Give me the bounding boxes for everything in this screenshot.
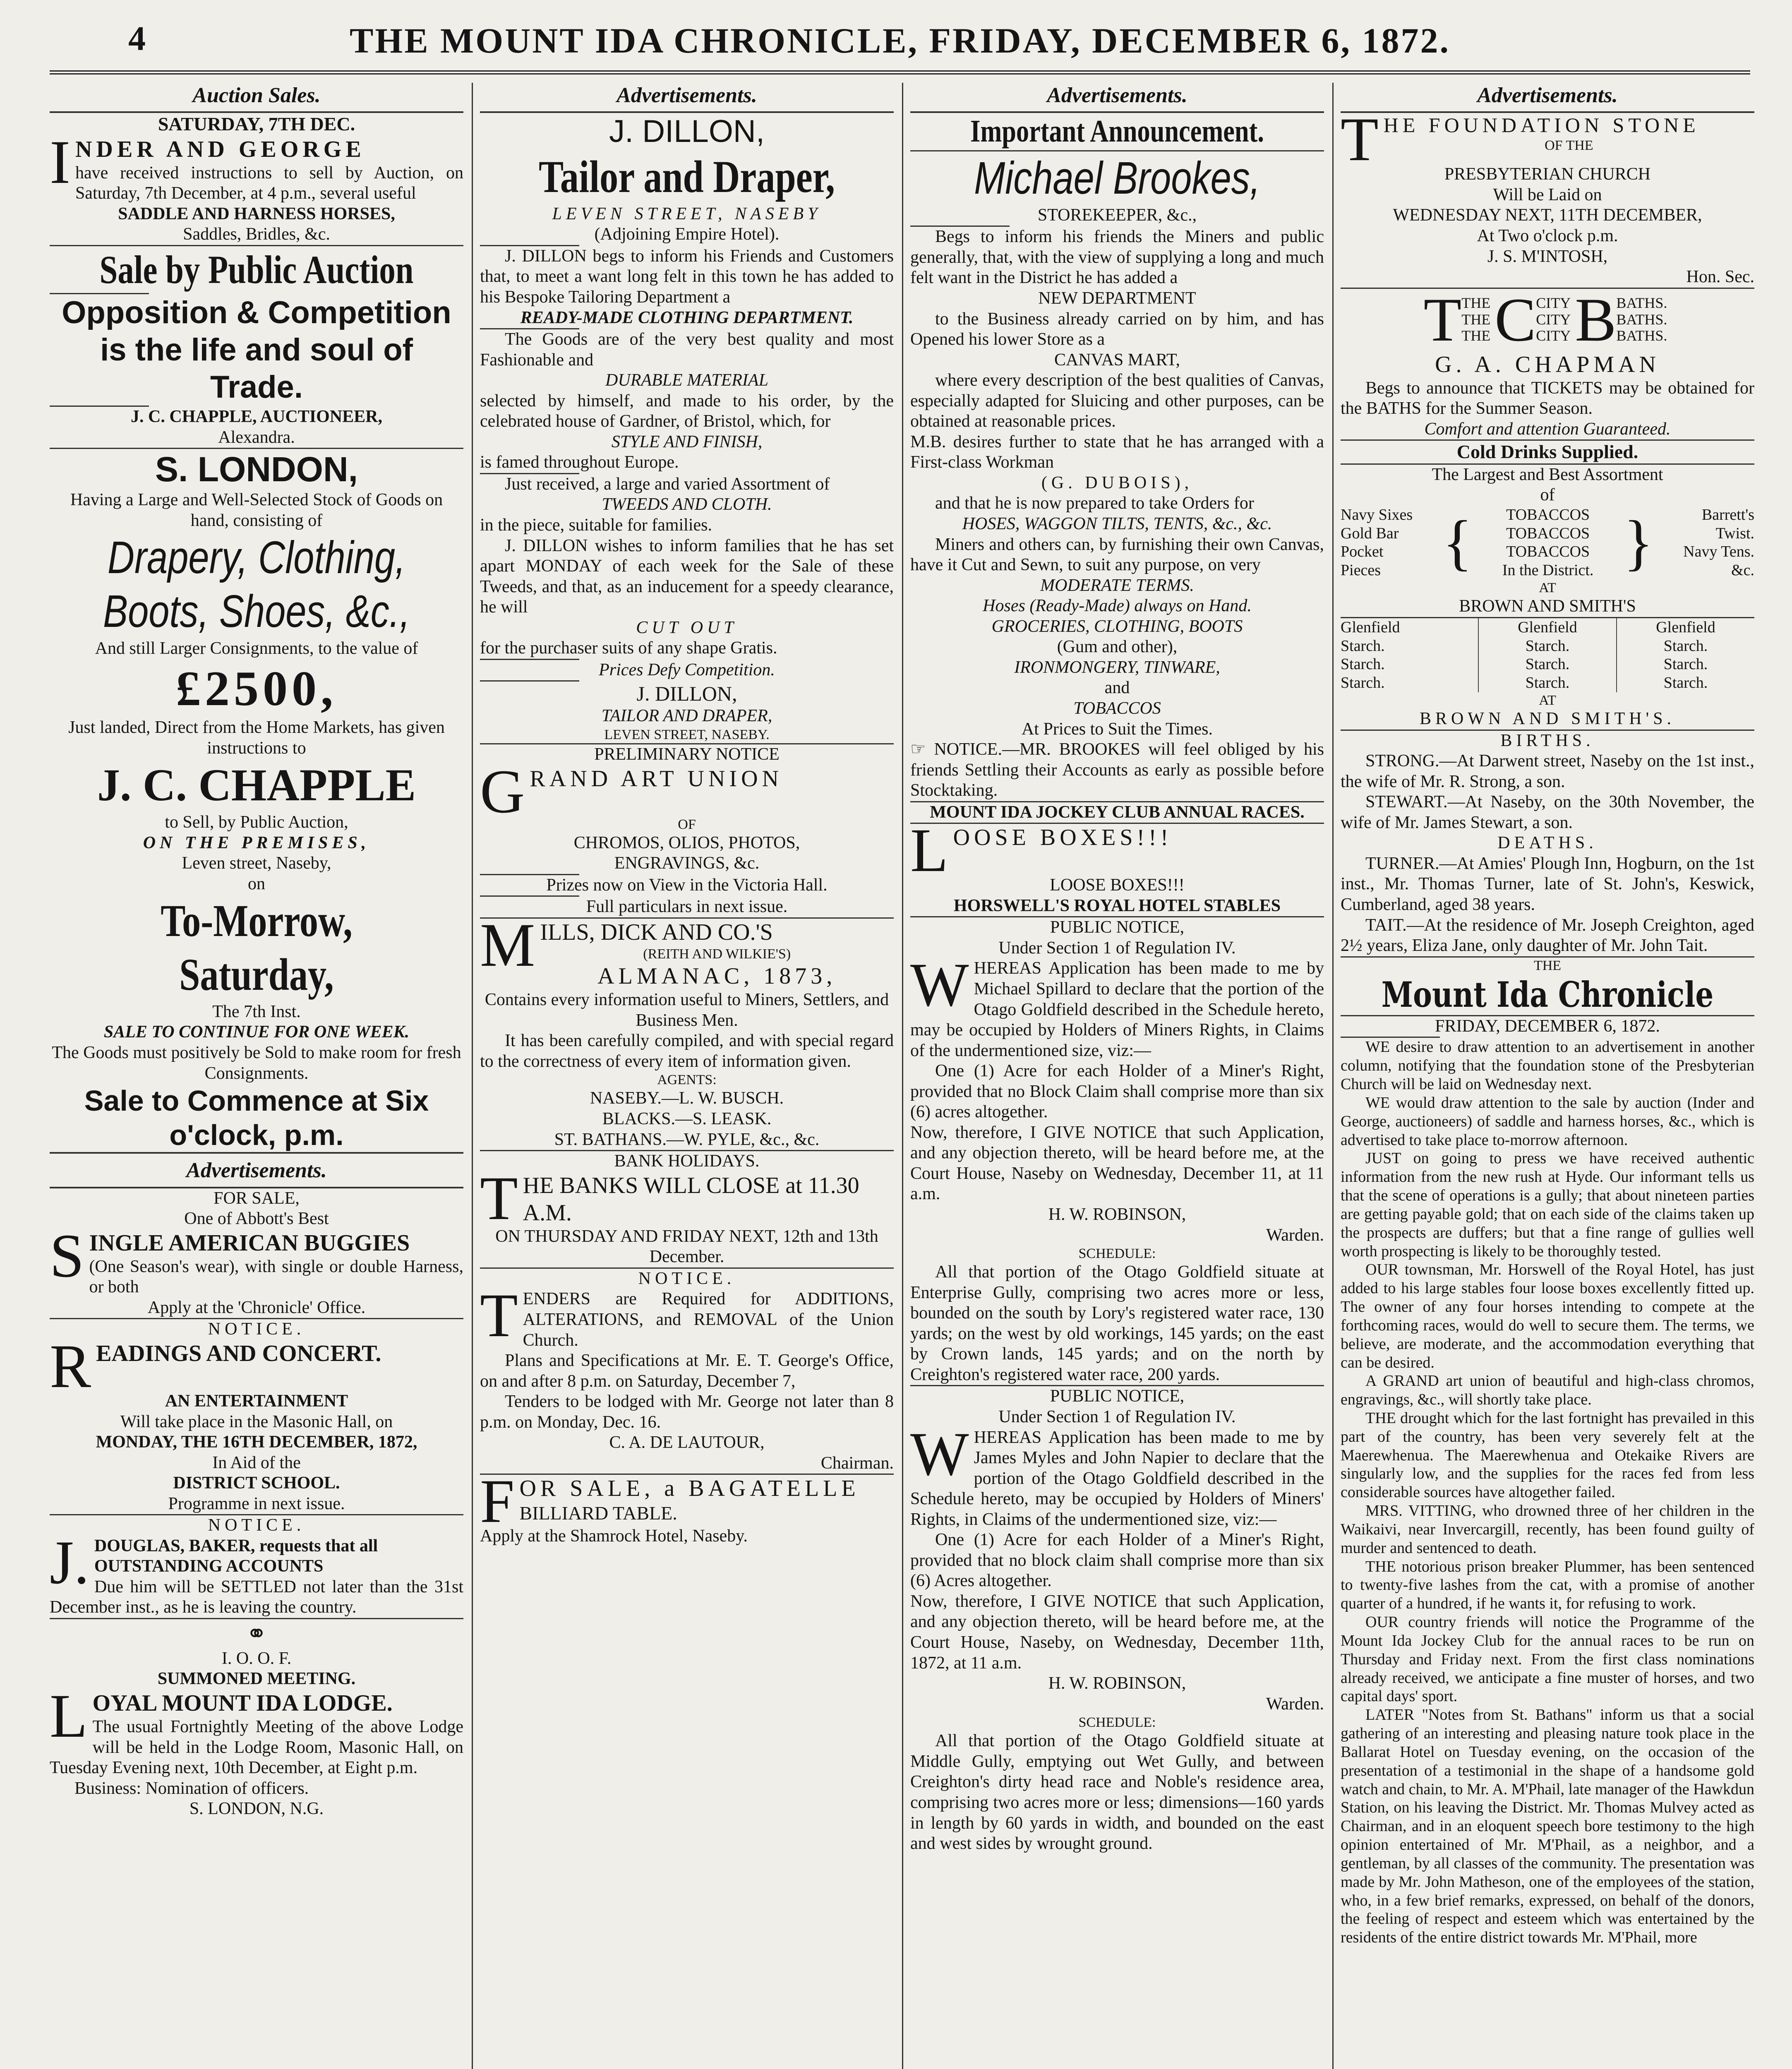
dillon-signature: J. DILLON, bbox=[636, 682, 737, 706]
mintosh-signature: J. S. M'INTOSH, bbox=[1487, 247, 1608, 266]
masonic-text: Will take place in the Masonic Hall, on bbox=[120, 1412, 393, 1431]
letter-t: T bbox=[1423, 285, 1462, 354]
groceries-text: GROCERIES, CLOTHING, BOOTS bbox=[991, 617, 1243, 636]
goods-text: The Goods must positively be Sold to make room for fresh Consignments. bbox=[52, 1043, 461, 1083]
canvas-mart: CANVAS MART, bbox=[1054, 350, 1180, 370]
sale-heading: Sale by Public Auction bbox=[99, 247, 414, 292]
drapery-line: Drapery, Clothing, bbox=[107, 532, 406, 583]
ofthe-text: OF THE bbox=[1545, 138, 1593, 154]
presbyterian-text: PRESBYTERIAN CHURCH bbox=[1444, 165, 1651, 184]
dillon-p7: J. DILLON wishes to inform families that he has set apart MONDAY of each week for the Sale of these Tweeds, and that, as an inducement for a speedy clearance, he will bbox=[480, 536, 894, 617]
column-rule bbox=[902, 83, 903, 2069]
new-dept: NEW DEPARTMENT bbox=[1038, 289, 1196, 308]
brookes-heading: Michael Brookes, bbox=[974, 153, 1260, 204]
premises-text: ON THE PREMISES, bbox=[143, 833, 370, 852]
brace-left-icon: { bbox=[1442, 508, 1473, 577]
schedule-body: All that portion of the Otago Goldfield situate at Middle Gully, emptying out Wet Gully, and between Creighton's dirty head race and Noble's residence area, comprising two acres more or less; dimensions—160 yards in length by 60 yards in width, and bounded on the east and west sides by wrought ground. bbox=[910, 1731, 1324, 1853]
chairman-text: Chairman. bbox=[820, 1453, 894, 1473]
section-text: Under Section 1 of Regulation IV. bbox=[998, 938, 1236, 958]
birth-entry: STEWART.—At Naseby, on the 30th November, the wife of Mr. James Stewart, a son. bbox=[1341, 792, 1754, 832]
art-union-ad bbox=[480, 765, 894, 816]
plans-text: Plans and Specifications at Mr. E. T. George's Office, on and after 8 p.m. on Saturday, December 7, bbox=[480, 1351, 894, 1391]
chapman-body: Begs to announce that TICKETS may be obtained for the BATHS for the Summer Season. bbox=[1341, 378, 1754, 418]
tobacco-left: Navy Sixes Gold Bar Pocket Pieces bbox=[1341, 506, 1413, 579]
chronicle-nameplate: Mount Ida Chronicle bbox=[1381, 974, 1714, 1015]
masthead bbox=[50, 8, 1750, 74]
ad-title: OOSE BOXES!!! bbox=[953, 825, 1173, 851]
preliminary-text: PRELIMINARY NOTICE bbox=[594, 745, 780, 764]
readings-ad bbox=[50, 1340, 463, 1391]
brown-smith: BROWN AND SMITH'S bbox=[1459, 597, 1636, 616]
ad-subtitle: (REITH AND WILKIE'S) bbox=[643, 946, 791, 962]
almanac-compiled: It has been carefully compiled, and with special regard to the correctness of every item of information given. bbox=[480, 1031, 894, 1071]
tenders-ad bbox=[480, 1289, 894, 1351]
at-text: AT bbox=[1539, 580, 1556, 596]
drop-cap: G bbox=[480, 765, 525, 816]
tobacco-right: Barrett's Twist. Navy Tens. &c. bbox=[1683, 506, 1754, 579]
dillon-p8: for the purchaser suits of any shape Gratis. bbox=[480, 638, 777, 658]
dillon-p4: is famed throughout Europe. bbox=[480, 453, 679, 472]
column-3 bbox=[910, 83, 1324, 2069]
public-notice: PUBLIC NOTICE, bbox=[1050, 918, 1185, 937]
comfort-text: Comfort and attention Guaranteed. bbox=[1424, 419, 1671, 439]
adjoining-text: (Adjoining Empire Hotel). bbox=[594, 225, 780, 244]
brookes-notice: ☞ NOTICE.—MR. BROOKES will feel obliged by his friends Settling their Accounts as early as possible before Stocktaking. bbox=[910, 740, 1324, 800]
jockey-heading: MOUNT IDA JOCKEY CLUB ANNUAL RACES. bbox=[930, 802, 1305, 822]
brown-smith: BROWN AND SMITH'S. bbox=[1419, 709, 1676, 729]
notice-body: HEREAS Application has been made to me by Michael Spillard to declare that the portion of the Otago Goldfield described in the Schedule hereto, may be occupied by Holders of Miners Rights, in Claims of the undermentioned size, viz:— bbox=[910, 959, 1324, 1060]
notice-body: One (1) Acre for each Holder of a Miner's Right, provided that no Block Claim shall comprise more than six (6) acres altogether. bbox=[910, 1061, 1324, 1122]
business-text: Business: Nomination of officers. bbox=[74, 1779, 309, 1798]
tailor-heading: Tailor and Draper, bbox=[539, 151, 835, 202]
of-text: of bbox=[1540, 485, 1555, 505]
lodged-text: Tenders to be lodged with Mr. George not later than 8 p.m. on Monday, Dec. 16. bbox=[480, 1392, 894, 1432]
continue-text: SALE TO CONTINUE FOR ONE WEEK. bbox=[103, 1022, 410, 1042]
public-notice: PUBLIC NOTICE, bbox=[1050, 1387, 1185, 1406]
brookes-p5: and that he is now prepared to take Orders for bbox=[935, 494, 1254, 513]
newspaper-title: THE MOUNT IDA CHRONICLE, FRIDAY, DECEMBER 6, 1872. bbox=[349, 21, 1451, 60]
loyal-lodge-ad bbox=[50, 1690, 463, 1779]
starch-table: Glenfield Starch. Starch. Starch. Glenfield Starch. Starch. Starch. Glenfield Starch. Starch. Starch. bbox=[1341, 618, 1754, 692]
leven-text: Leven street, Naseby, bbox=[182, 854, 331, 873]
news-paragraph: A GRAND art union of beautiful and high-class chromos, engravings, &c., will shortly take place. bbox=[1341, 1372, 1754, 1409]
brookes-p3: where every description of the best qualities of Canvas, especially adapted for Sluicing and other purposes, can be obtained at reasonable prices. bbox=[910, 371, 1324, 431]
buggies-ad bbox=[50, 1229, 463, 1298]
london-heading: S. LONDON, bbox=[155, 450, 358, 489]
brookes-p4: M.B. desires further to state that he has arranged with a First-class Workman bbox=[910, 432, 1324, 472]
programme-text: Programme in next issue. bbox=[168, 1494, 345, 1513]
dillon-p5: Just received, a large and varied Assortment of bbox=[505, 474, 830, 494]
engravings-text: ENGRAVINGS, &c. bbox=[614, 854, 760, 873]
bagatelle-ad bbox=[480, 1475, 894, 1526]
prices-text: At Prices to Suit the Times. bbox=[1021, 719, 1213, 739]
almanac-ad bbox=[480, 919, 894, 990]
horswell-text: HORSWELL'S ROYAL HOTEL STABLES bbox=[953, 896, 1281, 915]
abbott-text: One of Abbott's Best bbox=[184, 1209, 329, 1229]
the-text: THE bbox=[1533, 958, 1562, 973]
news-paragraph: THE drought which for the last fortnight has prevailed in this part of the country, has been very severely felt at the Maerewhenua. The Maerewhenua and Otekaike Rivers are singularly low, and the supplies for the races fed from less considerable sources have altogether failed. bbox=[1341, 1409, 1754, 1501]
robinson-signature: H. W. ROBINSON, bbox=[1048, 1205, 1186, 1224]
ad-title: NDER AND GEORGE bbox=[75, 136, 365, 162]
brookes-p1: Begs to inform his friends the Miners and public generally, that, with the view of supplying a long and much felt want in the District he has added a bbox=[910, 227, 1324, 288]
consignments-text: And still Larger Consignments, to the value of bbox=[95, 639, 418, 658]
warden-text: Warden. bbox=[1266, 1694, 1324, 1714]
ad-items: Saddles, Bridles, &c. bbox=[183, 225, 330, 244]
news-paragraph: THE notorious prison breaker Plummer, has been sentenced to twenty-five lashes from the cat, with a promise of another quarter of a hundred, if he wants it, for refusing to work. bbox=[1341, 1558, 1754, 1613]
notice-body: One (1) Acre for each Holder of a Miner's Right, provided that no block claim shall comprise more than six (6) Acres altogether. bbox=[910, 1530, 1324, 1591]
spillard-notice bbox=[910, 958, 1324, 1061]
dillon-p1: J. DILLON begs to inform his Friends and Customers that, to meet a want long felt in this town he has added to his Bespoke Tailoring Department a bbox=[480, 246, 894, 307]
banks-ad bbox=[480, 1172, 894, 1227]
ad-title: RAND ART UNION bbox=[530, 766, 783, 792]
notice-heading: NOTICE. bbox=[208, 1320, 305, 1339]
gum-text: (Gum and other), bbox=[1057, 637, 1178, 657]
section-heading: Advertisements. bbox=[480, 83, 894, 113]
ioof-text: I. O. O. F. bbox=[221, 1649, 292, 1668]
drop-cap: T bbox=[480, 1289, 518, 1350]
almanac-title: ALMANAC, 1873, bbox=[597, 963, 837, 989]
news-paragraph: JUST on going to press we have received authentic information from the new rush at Hyde. Our informant tells us that the scene of operations is a gully; that about nineteen parties are getting payable gold; that on each side of the claims taken up the prospects are duffers; but that a fine range of gullies well worth prospecting is likely to be thoroughly tested. bbox=[1341, 1150, 1754, 1260]
drop-cap: M bbox=[480, 918, 535, 979]
myles-notice bbox=[910, 1428, 1324, 1530]
inder-george-ad bbox=[50, 136, 463, 245]
dubois-text: (G. DUBOIS), bbox=[1041, 473, 1193, 492]
dillon-p2: The Goods are of the very best quality and most Fashionable and bbox=[480, 330, 894, 370]
douglas-ad bbox=[50, 1536, 463, 1618]
notice-heading: NOTICE. bbox=[208, 1516, 305, 1535]
column-2 bbox=[480, 83, 894, 2069]
laid-text: Will be Laid on bbox=[1493, 185, 1602, 204]
column-4 bbox=[1341, 83, 1754, 2069]
ad-title: HE BANKS WILL CLOSE at 11.30 A.M. bbox=[523, 1172, 859, 1226]
boots-line: Boots, Shoes, &c., bbox=[103, 586, 410, 637]
ad-body: (One Season's wear), with single or double Harness, or both bbox=[89, 1257, 463, 1297]
chapple-heading: J. C. CHAPPLE bbox=[97, 760, 416, 811]
leven-street: LEVEN STREET, NASEBY bbox=[552, 204, 822, 223]
aid-text: In Aid of the bbox=[212, 1453, 301, 1472]
dillon-signature: LEVEN STREET, NASEBY. bbox=[604, 727, 770, 742]
tobaccos-text: TOBACCOS bbox=[1073, 698, 1161, 718]
news-paragraph: MRS. VITTING, who drowned three of her children in the Waikaivi, near Invercargill, recently, has been found guilty of murder and sentenced to death. bbox=[1341, 1502, 1754, 1557]
dillon-signature: TAILOR AND DRAPER, bbox=[601, 706, 772, 726]
drop-cap: J. bbox=[50, 1536, 89, 1597]
readymade-text: READY-MADE CLOTHING DEPARTMENT. bbox=[520, 308, 854, 327]
ad-body: Due him will be SETTLED not later than the 31st December inst., as he is leaving the country. bbox=[50, 1577, 463, 1617]
at-text: AT bbox=[1539, 693, 1556, 708]
drop-cap: T bbox=[1341, 113, 1379, 165]
death-entry: TAIT.—At the residence of Mr. Joseph Creighton, aged 2½ years, Eliza Jane, only daughter of Mr. John Tait. bbox=[1341, 915, 1754, 955]
drop-cap: L bbox=[910, 824, 948, 876]
brace-right-icon: } bbox=[1623, 508, 1653, 577]
important-heading: Important Announcement. bbox=[970, 114, 1264, 149]
hon-text: Hon. Sec. bbox=[1686, 267, 1754, 287]
death-entry: TURNER.—At Amies' Plough Inn, Hogburn, on the 1st inst., Mr. Thomas Turner, late of St. John's, Keswick, Cumberland, aged 38 years. bbox=[1341, 854, 1754, 914]
births-heading: BIRTHS. bbox=[1500, 731, 1595, 750]
banks-thursday: ON THURSDAY AND FRIDAY NEXT, 12th and 13th December. bbox=[495, 1227, 878, 1267]
auctioneer-signature: J. C. CHAPPLE, AUCTIONEER, bbox=[131, 407, 382, 427]
schedule-heading: SCHEDULE: bbox=[1078, 1715, 1156, 1731]
drop-cap: R bbox=[50, 1339, 91, 1391]
drop-cap: L bbox=[50, 1689, 88, 1750]
loose-boxes-line: LOOSE BOXES!!! bbox=[1050, 876, 1185, 895]
sell-text: to Sell, by Public Auction, bbox=[165, 813, 348, 832]
lodge-emblem-icon: ⚭ bbox=[246, 1620, 267, 1647]
ad-title: OR SALE, a BAGATELLE bbox=[519, 1476, 860, 1502]
cutout-text: CUT OUT bbox=[636, 618, 738, 637]
news-paragraph: WE would draw attention to the sale by auction (Inder and George, auctioneers) of saddle and harness horses, &c., which is advertised to take place to-morrow afternoon. bbox=[1341, 1094, 1754, 1149]
tobacco-middle: TOBACCOS TOBACCOS TOBACCOS In the District. bbox=[1502, 506, 1594, 579]
ad-subtitle: BILLIARD TABLE. bbox=[519, 1503, 677, 1524]
drop-cap: W bbox=[910, 958, 969, 1020]
amount: £2500, bbox=[176, 660, 337, 716]
chromos-text: CHROMOS, OLIOS, PHOTOS, bbox=[573, 833, 800, 852]
commence-heading: Sale to Commence at Six o'clock, p.m. bbox=[84, 1085, 429, 1151]
drop-cap: I bbox=[50, 135, 70, 197]
storekeeper-text: STOREKEEPER, &c., bbox=[1037, 205, 1197, 225]
agents-heading: AGENTS: bbox=[657, 1072, 717, 1088]
column-rule bbox=[1332, 83, 1334, 2069]
dillon-name: J. DILLON, bbox=[609, 114, 765, 149]
agent-line: BLACKS.—S. LEASK. bbox=[602, 1109, 772, 1129]
news-paragraph: OUR country friends will notice the Programme of the Mount Ida Jockey Club for the annual races to be run on Thursday and Friday next. From the first class nominations already received, we anticipate a fine muster of horses, and two capital days' sport. bbox=[1341, 1613, 1754, 1705]
agent-line: NASEBY.—L. W. BUSCH. bbox=[590, 1089, 784, 1108]
forsale-text: FOR SALE, bbox=[214, 1188, 300, 1208]
deaths-heading: DEATHS. bbox=[1497, 833, 1598, 853]
ad-body: The usual Fortnightly Meeting of the above Lodge will be held in the Lodge Room, Masonic Hall, on Tuesday Evening next, 10th December, at Eight p.m. bbox=[50, 1717, 463, 1778]
auctioneer-location: Alexandra. bbox=[218, 427, 295, 447]
robinson-signature: H. W. ROBINSON, bbox=[1048, 1674, 1186, 1693]
ad-title: ILLS, DICK AND CO.'S bbox=[540, 919, 773, 945]
letter-b: B bbox=[1575, 285, 1617, 354]
section-heading: Advertisements. bbox=[1341, 83, 1754, 113]
drop-cap: T bbox=[480, 1171, 518, 1227]
section-heading: Advertisements. bbox=[50, 1152, 463, 1188]
brookes-p2: to the Business already carried on by him, and has Opened his lower Store as a bbox=[910, 309, 1324, 349]
notice-heading: NOTICE. bbox=[638, 1269, 736, 1288]
hoses-text: HOSES, WAGGON TILTS, TENTS, &c., &c. bbox=[962, 514, 1272, 534]
wednesday-text: WEDNESDAY NEXT, 11TH DECEMBER, bbox=[1393, 206, 1702, 225]
notice-body: Now, therefore, I GIVE NOTICE that such Application, and any objection thereto, will be heard before me, at the Court House, Naseby, on Wednesday, December 11th, 1872, at 11 a.m. bbox=[910, 1591, 1324, 1673]
iron-text: IRONMONGERY, TINWARE, bbox=[1014, 658, 1220, 677]
section-text: Under Section 1 of Regulation IV. bbox=[998, 1407, 1236, 1427]
drop-cap: W bbox=[910, 1427, 969, 1488]
column-1 bbox=[50, 83, 463, 2069]
news-paragraph: OUR townsman, Mr. Horswell of the Royal Hotel, has just added to his large stables four loose boxes excellently fitted up. The owner of any four horses intending to compete at the forthcoming races, would do well to secure them. The terms, we believe, are moderate, and the accommodation everything that can be desired. bbox=[1341, 1261, 1754, 1371]
apply-text: Apply at the 'Chronicle' Office. bbox=[147, 1298, 366, 1317]
durable-text: DURABLE MATERIAL bbox=[605, 371, 768, 390]
opposition-heading: Opposition & Competition is the life and soul of Trade. bbox=[62, 295, 451, 405]
notice-body: Now, therefore, I GIVE NOTICE that such Application, and any objection thereto, will be heard before me, at the Court House, Naseby on Wednesday, December 11, at 11 a.m. bbox=[910, 1123, 1324, 1204]
style-text: STYLE AND FINISH, bbox=[611, 432, 763, 451]
ad-title: DOUGLAS, BAKER, requests that all OUTSTANDING ACCOUNTS bbox=[94, 1536, 378, 1576]
news-paragraph: LATER "Notes from St. Bathans" inform us that a social gathering of an interesting and pleasing nature took place in the Ballarat Hotel on Tuesday evening, on the occasion of the presentation of a testimonial in the shape of a handsome gold watch and chain, to Mr. A. M'Phail, late manager of the Hawkdun Station, on his leaving the District. Mr. Thomas Mulvey acted as Chairman, and in an eloquent speech bore testimony to the high opinion entertained of Mr. M'Phail, as a neighbor, and a gentleman, by all classes of the community. The presentation was made by Mr. John Matheson, one of the employees of the station, who, in a few brief remarks, expressed, on behalf of the donors, the feeling of respect and esteem which was entertained by the residents of the entire district towards Mr. M'Phail, more bbox=[1341, 1706, 1754, 1947]
time-text: At Two o'clock p.m. bbox=[1477, 226, 1618, 245]
schedule-body: All that portion of the Otago Goldfield situate at Enterprise Gully, comprising two acres more or less, bounded on the south by Lory's registered water race, 130 yards; on the west by old workings, 145 yards; on the east by Crown lands, 145 yards; and on the north by Creighton's registered water race, 200 yards. bbox=[910, 1263, 1324, 1384]
foundation-ad bbox=[1341, 113, 1754, 164]
dillon-p6: in the piece, suitable for families. bbox=[480, 516, 712, 535]
news-paragraph: WE desire to draw attention to an advertisement in another column, notifying that the foundation stone of the Presbyterian Church will be laid on Wednesday next. bbox=[1341, 1038, 1754, 1093]
chapman-name: G. A. CHAPMAN bbox=[1435, 351, 1660, 377]
cold-drinks: Cold Drinks Supplied. bbox=[1456, 441, 1638, 463]
ad-title: EADINGS AND CONCERT. bbox=[96, 1340, 381, 1366]
drop-cap: S bbox=[50, 1229, 84, 1290]
ready-text: Hoses (Ready-Made) always on Hand. bbox=[983, 596, 1252, 616]
eautour-signature: C. A. DE LAUTOUR, bbox=[609, 1433, 765, 1452]
ad-body: have received instructions to sell by Auction, on Saturday, 7th December, at 4 p.m., several useful bbox=[75, 163, 463, 203]
of-text: OF bbox=[678, 816, 696, 832]
drop-cap: F bbox=[480, 1475, 515, 1527]
london-signature: S. LONDON, N.G. bbox=[189, 1799, 324, 1819]
largest-text: The Largest and Best Assortment bbox=[1432, 465, 1663, 484]
column-rule bbox=[472, 83, 473, 2069]
prizes-text: Prizes now on View in the Victoria Hall. bbox=[546, 875, 828, 895]
entertainment-text: AN ENTERTAINMENT bbox=[165, 1391, 348, 1411]
notice-body: HEREAS Application has been made to me by James Myles and John Napier to declare that the portion of the Otago Goldfield described in the Schedule hereto, may be occupied by Holders of Miners' Rights, in Claims of the undermentioned size, viz:— bbox=[910, 1428, 1324, 1529]
monday-text: MONDAY, THE 16TH DECEMBER, 1872, bbox=[96, 1433, 417, 1452]
section-heading: Auction Sales. bbox=[50, 83, 463, 113]
page-number: 4 bbox=[128, 19, 146, 58]
birth-entry: STRONG.—At Darwent street, Naseby on the 1st inst., the wife of Mr. R. Strong, a son. bbox=[1341, 751, 1754, 791]
letter-c: C bbox=[1495, 285, 1536, 354]
dillon-p3: selected by himself, and made to his order, by the celebrated house of Gardner, of Bristol, which, for bbox=[480, 391, 894, 431]
and-text: and bbox=[1104, 678, 1130, 698]
warden-text: Warden. bbox=[1266, 1225, 1324, 1245]
ad-items: SADDLE AND HARNESS HORSES, bbox=[118, 204, 395, 223]
auction-date: SATURDAY, 7TH DEC. bbox=[158, 113, 355, 135]
ad-title: OYAL MOUNT IDA LODGE. bbox=[92, 1690, 393, 1716]
shamrock-text: Apply at the Shamrock Hotel, Naseby. bbox=[480, 1527, 748, 1546]
bank-holidays: BANK HOLIDAYS. bbox=[614, 1152, 760, 1171]
landed-text: Just landed, Direct from the Home Markets, has given instructions to bbox=[68, 718, 445, 758]
schedule-heading: SCHEDULE: bbox=[1078, 1246, 1156, 1262]
brookes-p6: Miners and others can, by furnishing their own Canvas, have it Cut and Sewn, to suit any purpose, on very bbox=[910, 535, 1324, 575]
tomorrow-heading: To-Morrow, Saturday, bbox=[161, 895, 353, 1000]
ad-title: ENDERS are Required for ADDITIONS, ALTERATIONS, and REMOVAL of the Union Church. bbox=[523, 1289, 894, 1350]
particulars-text: Full particulars in next issue. bbox=[586, 897, 788, 917]
inst-text: The 7th Inst. bbox=[212, 1002, 301, 1021]
on-text: on bbox=[248, 874, 265, 893]
loose-boxes-ad bbox=[910, 824, 1324, 875]
summoned-text: SUMMONED MEETING. bbox=[157, 1669, 356, 1689]
prices-text: Prices Defy Competition. bbox=[599, 660, 775, 679]
tobacco-table bbox=[1341, 506, 1754, 580]
school-text: DISTRICT SCHOOL. bbox=[173, 1474, 340, 1493]
ad-title: INGLE AMERICAN BUGGIES bbox=[89, 1230, 410, 1256]
ad-title: HE FOUNDATION STONE bbox=[1383, 113, 1700, 137]
london-body: Having a Large and Well-Selected Stock of Goods on hand, consisting of bbox=[70, 490, 443, 530]
moderate-text: MODERATE TERMS. bbox=[1040, 576, 1194, 595]
chronicle-date: FRIDAY, DECEMBER 6, 1872. bbox=[1435, 1016, 1660, 1036]
tweeds-text: TWEEDS AND CLOTH. bbox=[602, 495, 772, 514]
section-heading: Advertisements. bbox=[910, 83, 1324, 113]
almanac-contains: Contains every information useful to Miners, Settlers, and Business Men. bbox=[485, 990, 889, 1030]
agent-line: ST. BATHANS.—W. PYLE, &c., &c. bbox=[554, 1130, 820, 1149]
city-baths-heading: T THE THE THE C CITY CITY CITY B BATHS. BATHS. BATHS. bbox=[1423, 285, 1667, 354]
